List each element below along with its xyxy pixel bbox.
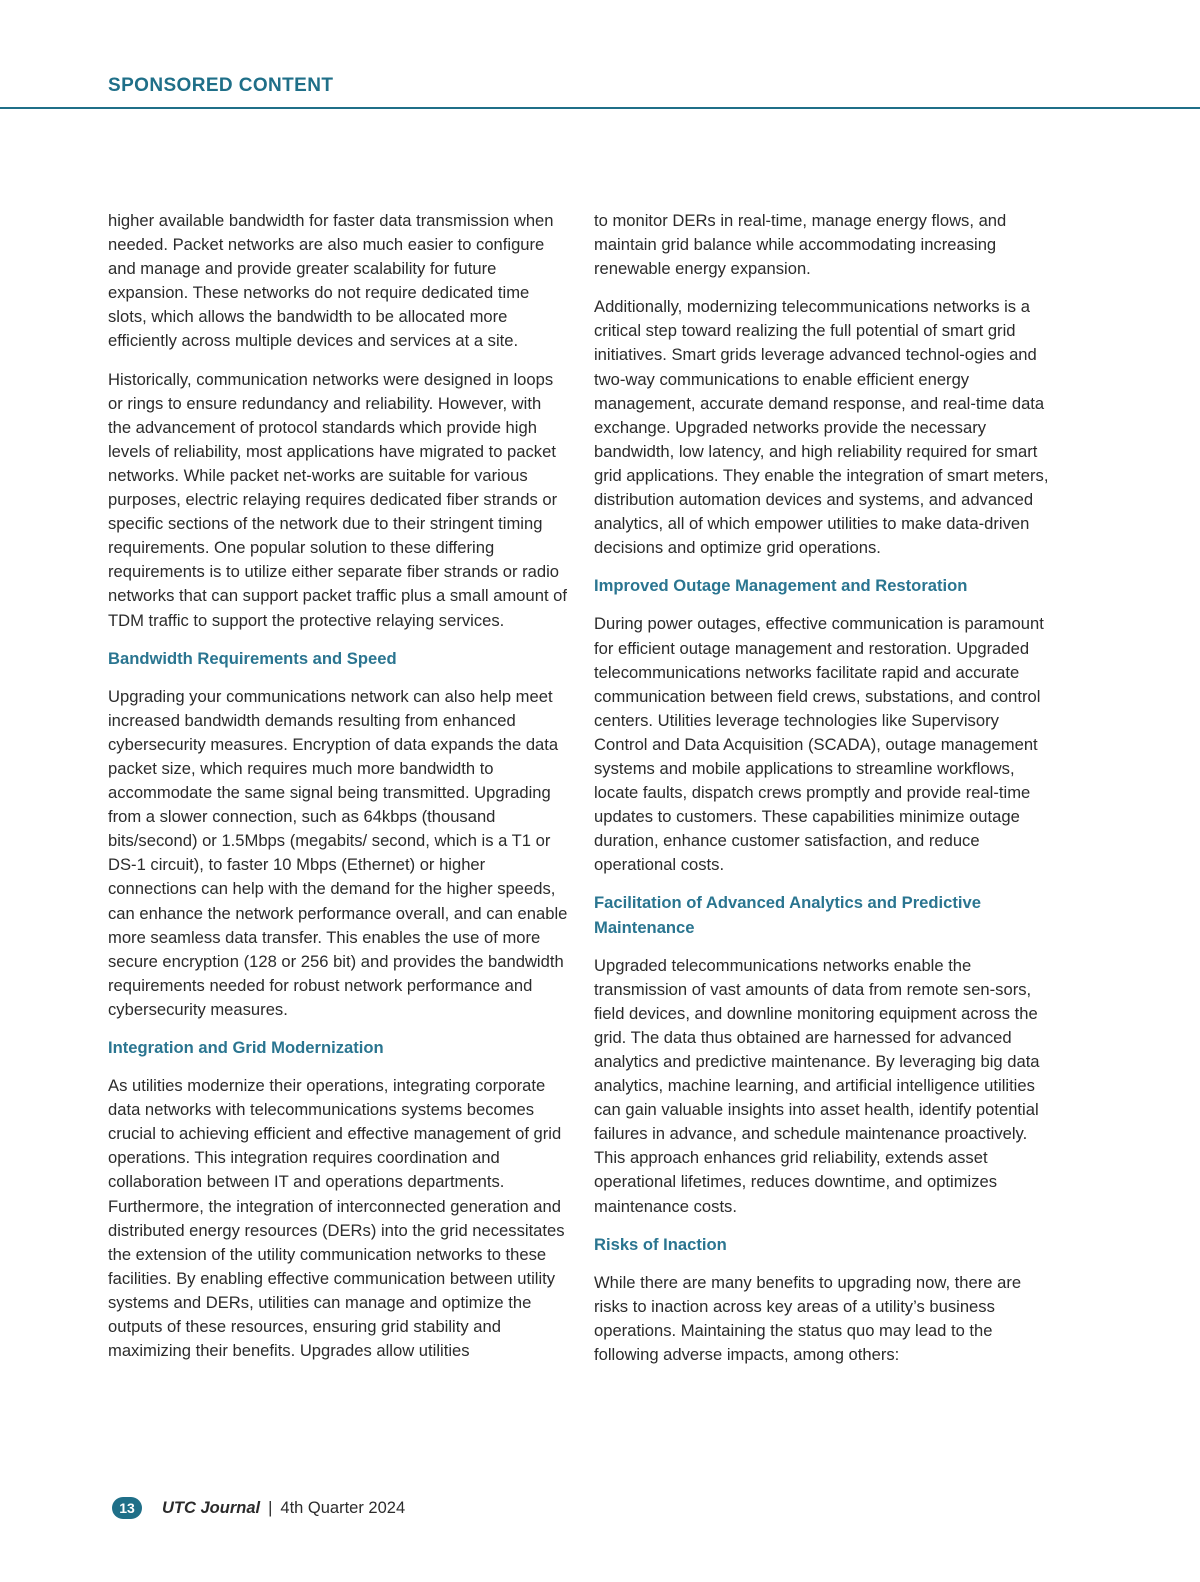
paragraph: As utilities modernize their operations, integrating corporate data networks with telecommunications systems becomes crucial to achieving efficient and effective management of grid operations. This integration requires coordination and collaboration between IT and operations departments. Furthermore, the integration of interconnected generation and distributed energy resources (DERs) into the grid necessitates the extension of the utility communication networks to these facilities. By enabling effective communication between utility systems and DERs, utilities can manage and optimize the outputs of these resources, ensuring grid stability and maximizing their benefits. Upgrades allow utilities	[108, 1076, 565, 1361]
paragraph: higher available bandwidth for faster data transmission when needed. Packet networks are also much easier to configure and manage and provide greater scalability for future expansion. These networks do not require dedicated time slots, which allows the bandwidth to be allocated more efficiently across multiple devices and services at a site.	[108, 211, 554, 351]
paragraph: Upgraded telecommunications networks enable the transmission of vast amounts of data from remote sen-sors, field devices, and downline monitoring equipment across the grid. The data thus obtained are harnessed for advanced analytics and predictive maintenance. By leveraging big data analytics, machine learning, and artificial intelligence utilities can gain valuable insights into asset health, identify potential failures in advance, and schedule maintenance proactively. This approach enhances grid reliability, extends asset operational lifetimes, reduces downtime, and optimizes maintenance costs.	[594, 955, 1040, 1216]
page-footer	[112, 1494, 405, 1522]
section-label: SPONSORED CONTENT	[108, 75, 334, 96]
right-column	[594, 209, 1054, 1381]
paragraph: While there are many benefits to upgrading now, there are risks to inaction across key areas of a utility’s business operations. Maintaining the status quo may lead to the following adverse impacts, among others:	[594, 1272, 1022, 1365]
paragraph: Additionally, modernizing telecommunications networks is a critical step toward realizing the full potential of smart grid initiatives. Smart grids leverage advanced technol-ogies and two-way communications to enable efficient energy management, accurate demand response, and real-time data exchange. Upgraded networks provide the necessary bandwidth, low latency, and high reliability required for smart grid applications. They enable the integration of smart meters, distribution automation devices and systems, and advanced analytics, all of which empower utilities to make data-driven decisions and optimize grid operations.	[594, 297, 1049, 558]
paragraph: During power outages, effective communication is paramount for efficient outage management and restoration. Upgraded telecommunications networks facilitate rapid and accurate communication between field crews, substations, and control centers. Utilities leverage technologies like Supervisory Control and Data Acquisition (SCADA), outage management systems and mobile applications to streamline workflows, locate faults, dispatch crews promptly and provide real-time updates to customers. These capabilities minimize outage duration, enhance customer satisfaction, and reduce operational costs.	[594, 614, 1044, 875]
left-column	[108, 209, 568, 1377]
paragraph: to monitor DERs in real-time, manage energy flows, and maintain grid balance while accommodating increasing renewable energy expansion.	[594, 211, 1007, 279]
paragraph: Upgrading your communications network can also help meet increased bandwidth demands resulting from enhanced cybersecurity measures. Encryption of data expands the data packet size, which requires much more bandwidth to accommodate the same signal being transmitted. Upgrading from a slower connection, such as 64kbps (thousand bits/second) or 1.5Mbps (megabits/ second, which is a T1 or DS-1 circuit), to faster 10 Mbps (Ethernet) or higher connections can help with the demand for the higher speeds, can enhance the network performance overall, and can enable more seamless data transfer. This enables the use of more secure encryption (128 or 256 bit) and provides the bandwidth requirements needed for robust network performance and cybersecurity measures.	[108, 686, 568, 1019]
section-heading-bandwidth: Bandwidth Requirements and Speed	[108, 648, 397, 668]
paragraph: Historically, communication networks were designed in loops or rings to ensure redundancy and reliability. However, with the advancement of protocol standards which provide high levels of reliability, most applications have migrated to packet networks. While packet net-works are suitable for various purposes, electric relaying requires dedicated fiber strands or specific sections of the network due to their stringent timing requirements. One popular solution to these differing requirements is to utilize either separate fiber strands or radio networks that can support packet traffic plus a small amount of TDM traffic to support the protective relaying services.	[108, 369, 568, 630]
section-heading-integration: Integration and Grid Modernization	[108, 1038, 384, 1057]
section-heading-risks: Risks of Inaction	[594, 1234, 727, 1254]
section-heading-outage: Improved Outage Management and Restoration	[594, 576, 968, 596]
header-divider	[0, 107, 1200, 109]
journal-title: UTC Journal	[162, 1498, 261, 1517]
section-heading-analytics: Facilitation of Advanced Analytics and Predictive Maintenance	[594, 893, 981, 937]
footer-separator: |	[268, 1498, 273, 1517]
page-number-badge: 13	[112, 1497, 142, 1519]
issue-label: 4th Quarter 2024	[280, 1498, 406, 1517]
